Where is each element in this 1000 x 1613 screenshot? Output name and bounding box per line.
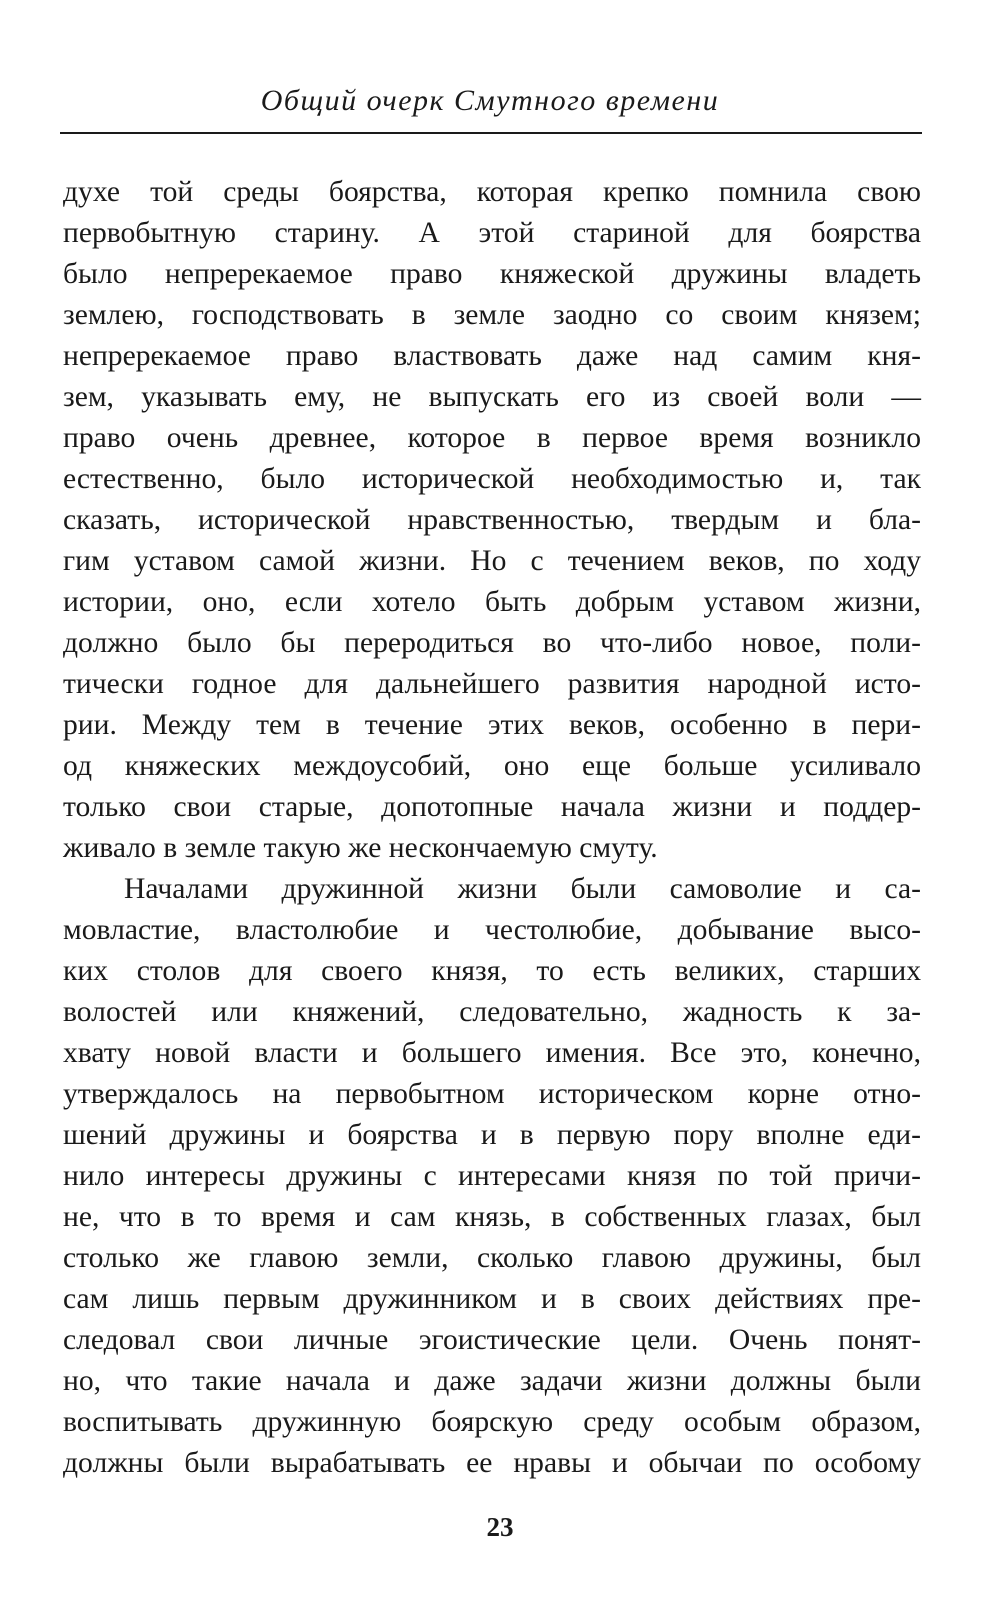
- text-line: воспитывать дружинную боярскую среду особым образом,: [63, 1406, 921, 1438]
- text-line: Началами дружинной жизни были самоволие и са-: [124, 873, 921, 905]
- text-line: не, что в то время и сам князь, в собственных глазах, был: [63, 1201, 921, 1233]
- text-line: живало в земле такую же нескончаемую смуту.: [63, 832, 658, 864]
- text-line: землею, господствовать в земле заодно со своим князем;: [63, 299, 921, 331]
- header-rule: [60, 132, 922, 134]
- text-line: од княжеских междоусобий, оно еще больше усиливало: [63, 750, 921, 782]
- text-line: нило интересы дружины с интересами князя по той причи-: [63, 1160, 921, 1192]
- text-line: шений дружины и боярства и в первую пору вполне еди-: [63, 1119, 921, 1151]
- text-line: непререкаемое право властвовать даже над самим кня-: [63, 340, 921, 372]
- text-line: должны были вырабатывать ее нравы и обычаи по особому: [63, 1447, 921, 1479]
- text-line: должно было бы переродиться во что-либо новое, поли-: [63, 627, 921, 659]
- body-text: [63, 172, 921, 1484]
- text-line: сказать, исторической нравственностью, твердым и бла-: [63, 504, 921, 536]
- text-line: только свои старые, допотопные начала жизни и поддер-: [63, 791, 921, 823]
- paragraph-2: [63, 869, 921, 1484]
- text-line: волостей или княжений, следовательно, жадность к за-: [63, 996, 921, 1028]
- text-line: рии. Между тем в течение этих веков, особенно в пери-: [63, 709, 921, 741]
- text-line: но, что такие начала и даже задачи жизни должны были: [63, 1365, 921, 1397]
- text-line: утверждалось на первобытном историческом корне отно-: [63, 1078, 921, 1110]
- running-head: Общий очерк Смутного времени: [260, 84, 720, 117]
- text-line: сам лишь первым дружинником и в своих действиях пре-: [63, 1283, 921, 1315]
- text-line: духе той среды боярства, которая крепко помнила свою: [63, 176, 921, 208]
- page-number: 23: [486, 1512, 514, 1542]
- text-line: хвату новой власти и большего имения. Все это, конечно,: [63, 1037, 921, 1069]
- text-line: столько же главою земли, сколько главою дружины, был: [63, 1242, 921, 1274]
- paragraph-1: [63, 172, 921, 869]
- text-line: следовал свои личные эгоистические цели. Очень понят-: [63, 1324, 921, 1356]
- text-line: первобытную старину. А этой стариной для боярства: [63, 217, 921, 249]
- text-line: истории, оно, если хотело быть добрым уставом жизни,: [63, 586, 921, 618]
- text-line: мовластие, властолюбие и честолюбие, добывание высо-: [63, 914, 921, 946]
- text-line: естественно, было исторической необходимостью и, так: [63, 463, 921, 495]
- text-line: право очень древнее, которое в первое время возникло: [63, 422, 921, 454]
- text-line: ких столов для своего князя, то есть великих, старших: [63, 955, 921, 987]
- text-line: зем, указывать ему, не выпускать его из своей воли —: [63, 381, 921, 413]
- text-line: было непререкаемое право княжеской дружины владеть: [63, 258, 921, 290]
- text-line: тически годное для дальнейшего развития народной исто-: [63, 668, 921, 700]
- text-line: гим уставом самой жизни. Но с течением веков, по ходу: [63, 545, 921, 577]
